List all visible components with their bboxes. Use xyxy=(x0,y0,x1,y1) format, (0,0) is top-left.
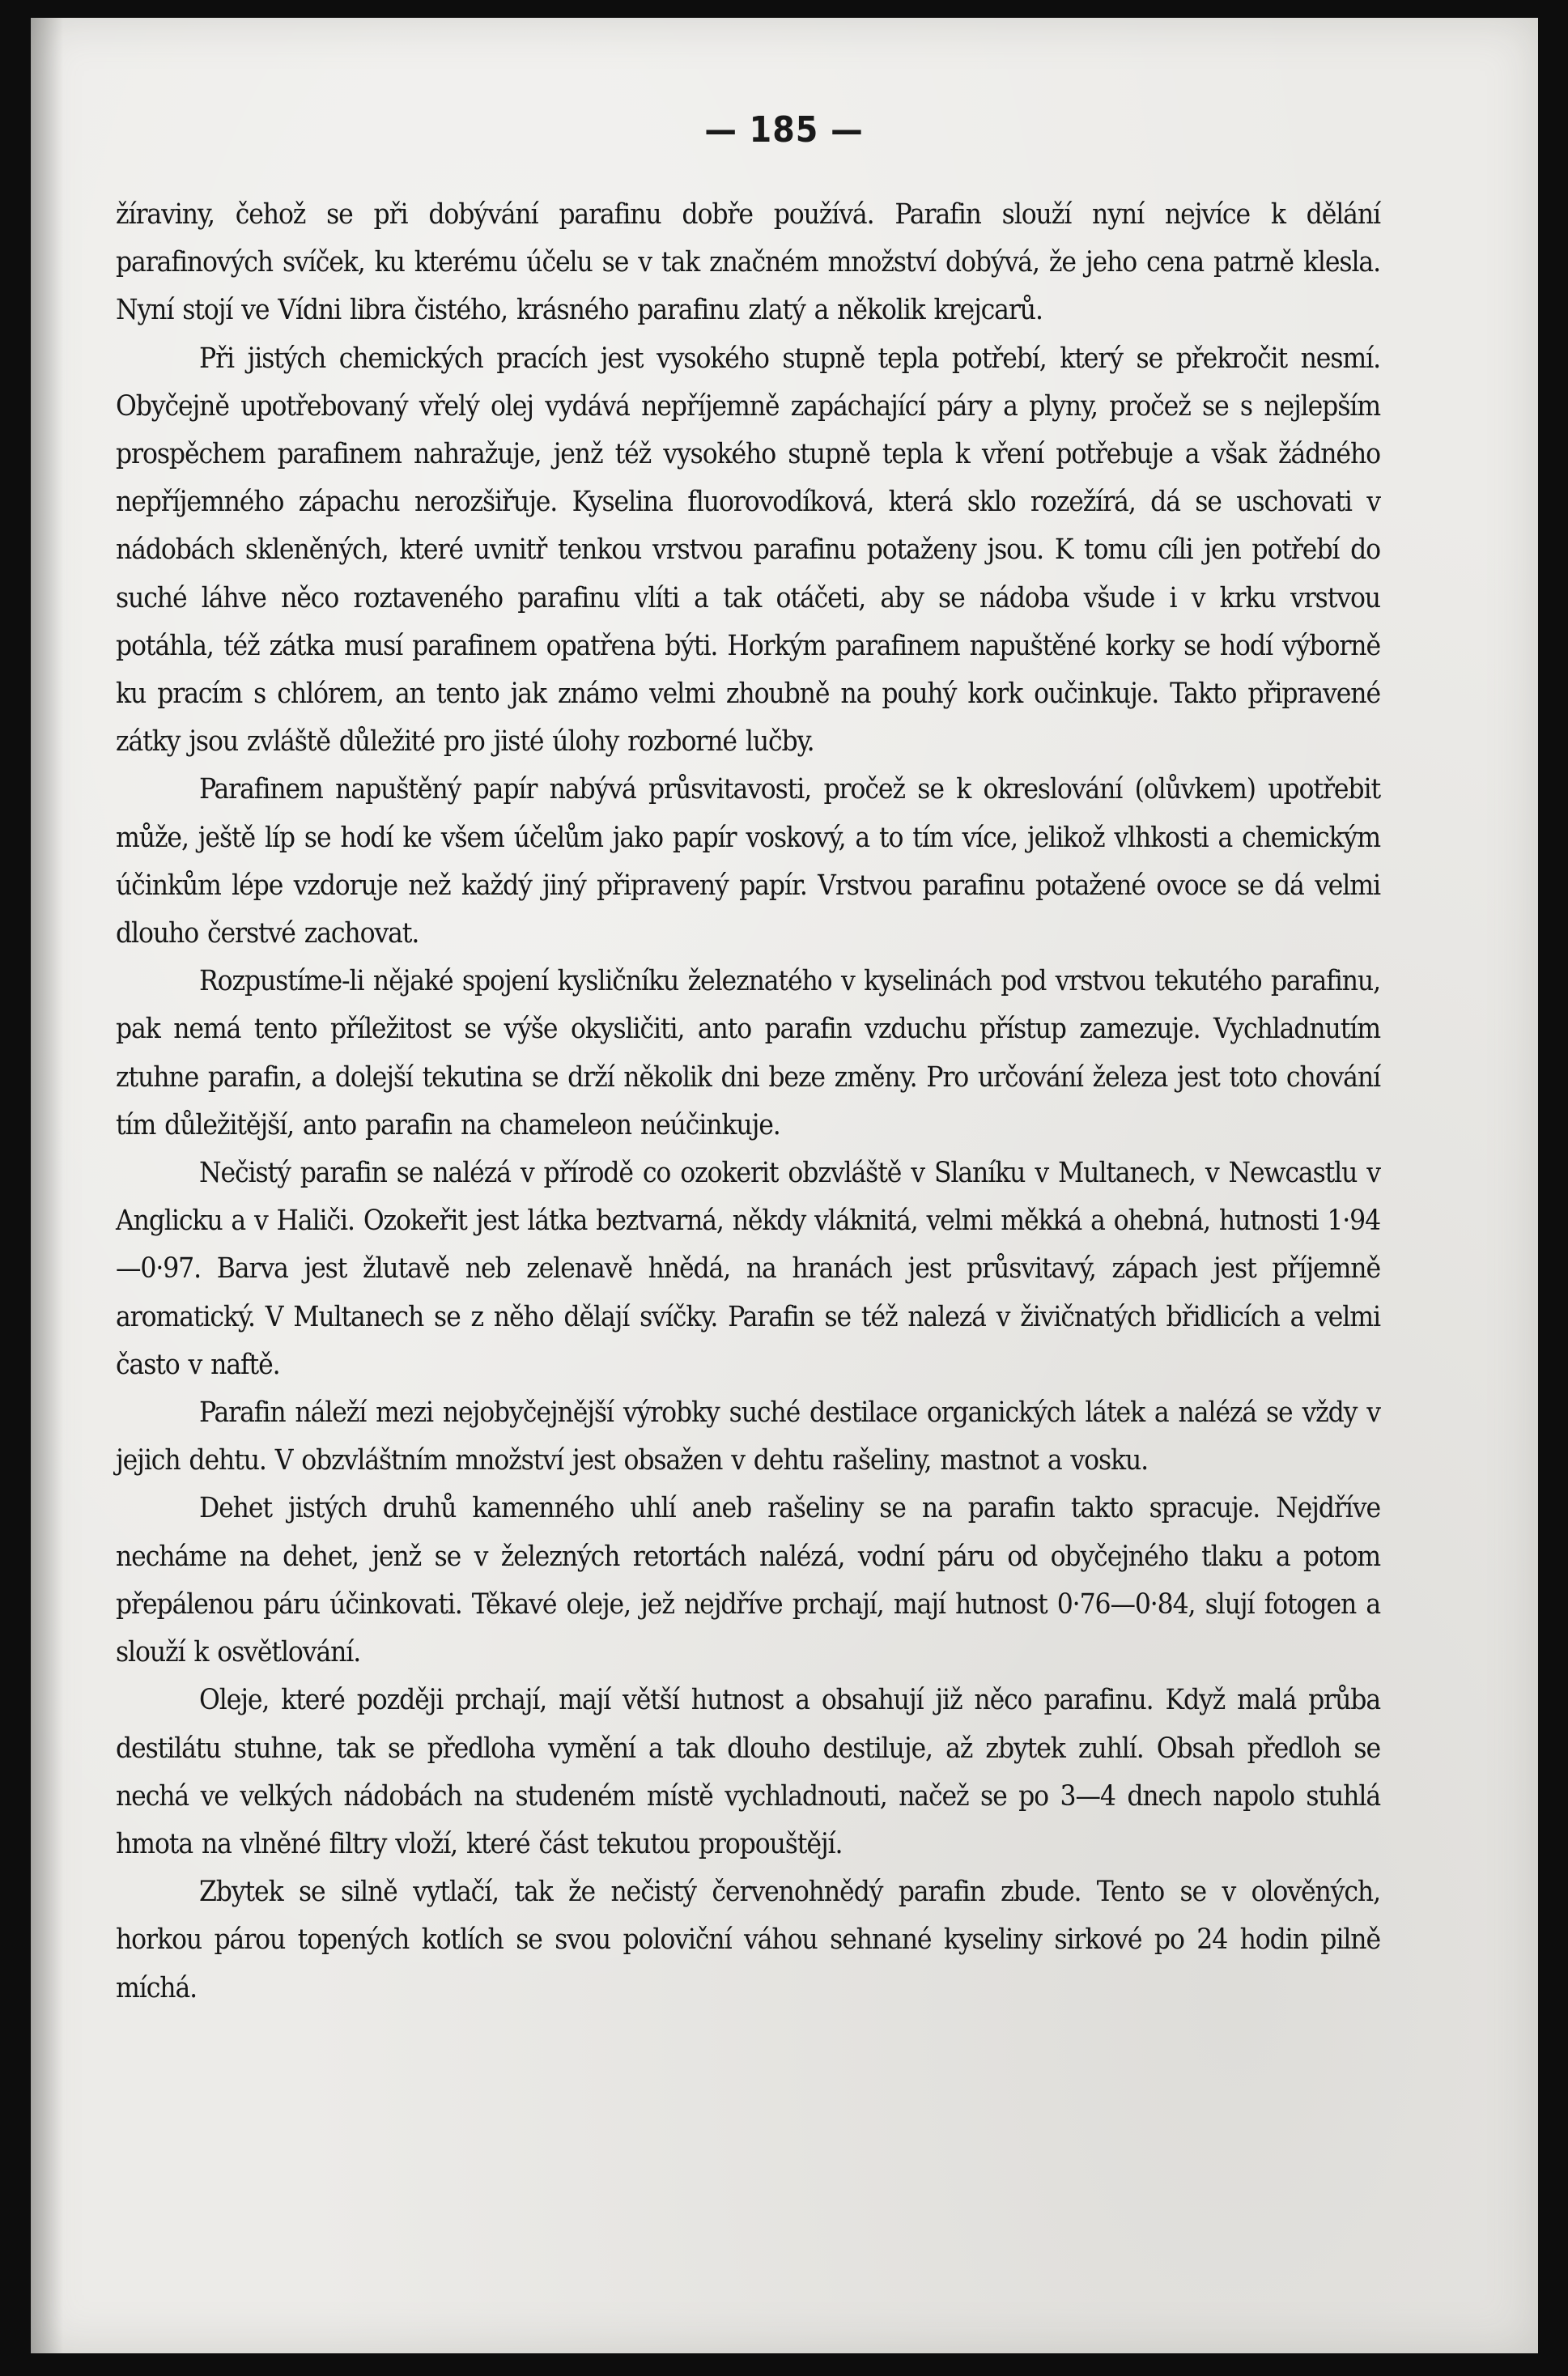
paragraph-paraffin-paper: Parafinem napuštěný papír nabývá průsvitavosti, pročež se k okreslování (olůvkem) upotřebit může, ještě líp se hodí ke všem účelům jako papír voskový, a to tím více, jelikož vlhkosti a chemickým účinkům lépe vzdoruje než každý jiný připravený papír. Vrstvou parafinu potažené ovoce se dá velmi dlouho čerstvé zachovat. xyxy=(116,773,1380,950)
page-gutter-shadow xyxy=(31,18,63,2353)
paragraph-chemical-work: Při jistých chemických pracích jest vysokého stupně tepla potřebí, který se překročit nesmí. Obyčejně upotřebovaný vřelý olej vydává nepříjemně zapáchající páry a plyny, pročež se s nejlepším prospěchem parafinem nahražuje, jenž též vysokého stupně tepla k vření potřebuje a však žádného nepříjemného zápachu nerozšiřuje. Kyselina fluorovodíková, která sklo rozežírá, dá se uschovati v nádobách skleněných, které uvnitř tenkou vrstvou parafinu potaženy jsou. K tomu cíli jen potřebí do suché láhve něco roztaveného parafinu vlíti a tak otáčeti, aby se nádoba všude i v krku vrstvou potáhla, též zátka musí parafinem opatřena býti. Horkým parafinem napuštěné korky se hodí výborně ku pracím s chlórem, an tento jak známo velmi zhoubně na pouhý kork oučinkuje. Takto připravené zátky jsou zvláště důležité pro jisté úlohy rozborné lučby. xyxy=(116,342,1380,759)
paragraph-iron-oxide: Rozpustíme-li nějaké spojení kysličníku železnatého v kyselinách pod vrstvou tekutého parafinu, pak nemá tento příležitost se výše okysličiti, anto parafin vzduchu přístup zamezuje. Vychladnutím ztuhne parafin, a dolejší tekutina se drží několik dni beze změny. Pro určování železa jest toto chování tím důležitější, anto parafin na chameleon neúčinkuje. xyxy=(116,965,1380,1141)
paragraph-residue: Zbytek se silně vytlačí, tak že nečistý červenohnědý parafin zbude. Tento se v olověných, horkou párou topených kotlích se svou poloviční váhou sehnané kyseliny sirkové po 24 hodin pilně míchá. xyxy=(116,1876,1380,2004)
page-number: — 185 — xyxy=(704,109,864,151)
page-body xyxy=(116,191,1380,2013)
paragraph-tar-processing: Dehet jistých druhů kamenného uhlí aneb rašeliny se na parafin takto spracuje. Nejdříve necháme na dehet, jenž se v železných retortách nalézá, vodní páru od obyčejného tlaku a potom přepálenou páru účinkovati. Těkavé oleje, jež nejdříve prchají, mají hutnost 0·76—0·84, slují fotogen a slouží k osvětlování. xyxy=(116,1492,1380,1669)
paragraph-ozokerite: Nečistý parafin se nalézá v přírodě co ozokerit obzvláště v Slaníku v Multanech, v Newcastlu v Anglicku a v Haliči. Ozokeřit jest látka beztvarná, někdy vláknitá, velmi měkká a ohebná, hutnosti 1·94—0·97. Barva jest žlutavě neb zelenavě hnědá, na hranách jest průsvitavý, zápach jest příjemně aromatický. V Multanech se z něho dělají svíčky. Parafin se též nalezá v živičnatých břidlicích a velmi často v naftě. xyxy=(116,1157,1381,1381)
paragraph-distillation-products: Parafin náleží mezi nejobyčejnější výrobky suché destilace organických látek a nalézá se vždy v jejich dehtu. V obzvláštním množství jest obsažen v dehtu rašeliny, mastnot a vosku. xyxy=(116,1396,1380,1477)
paragraph-later-oils: Oleje, které později prchají, mají větší hutnost a obsahují již něco parafinu. Když malá průba destilátu stuhne, tak se předloha vymění a tak dlouho destiluje, až zbytek zuhlí. Obsah předloh se nechá ve velkých nádobách na studeném místě vychladnouti, načež se po 3—4 dnech napolo stuhlá hmota na vlněné filtry vloží, které část tekutou propouštějí. xyxy=(116,1684,1380,1860)
paragraph-continued: žíraviny, čehož se při dobývání parafinu dobře používá. Parafin slouží nyní nejvíce k dělání parafinových svíček, ku kterému účelu se v tak značném množství dobývá, že jeho cena patrně klesla. Nyní stojí ve Vídni libra čistého, krásného parafinu zlatý a několik krejcarů. xyxy=(116,198,1380,327)
